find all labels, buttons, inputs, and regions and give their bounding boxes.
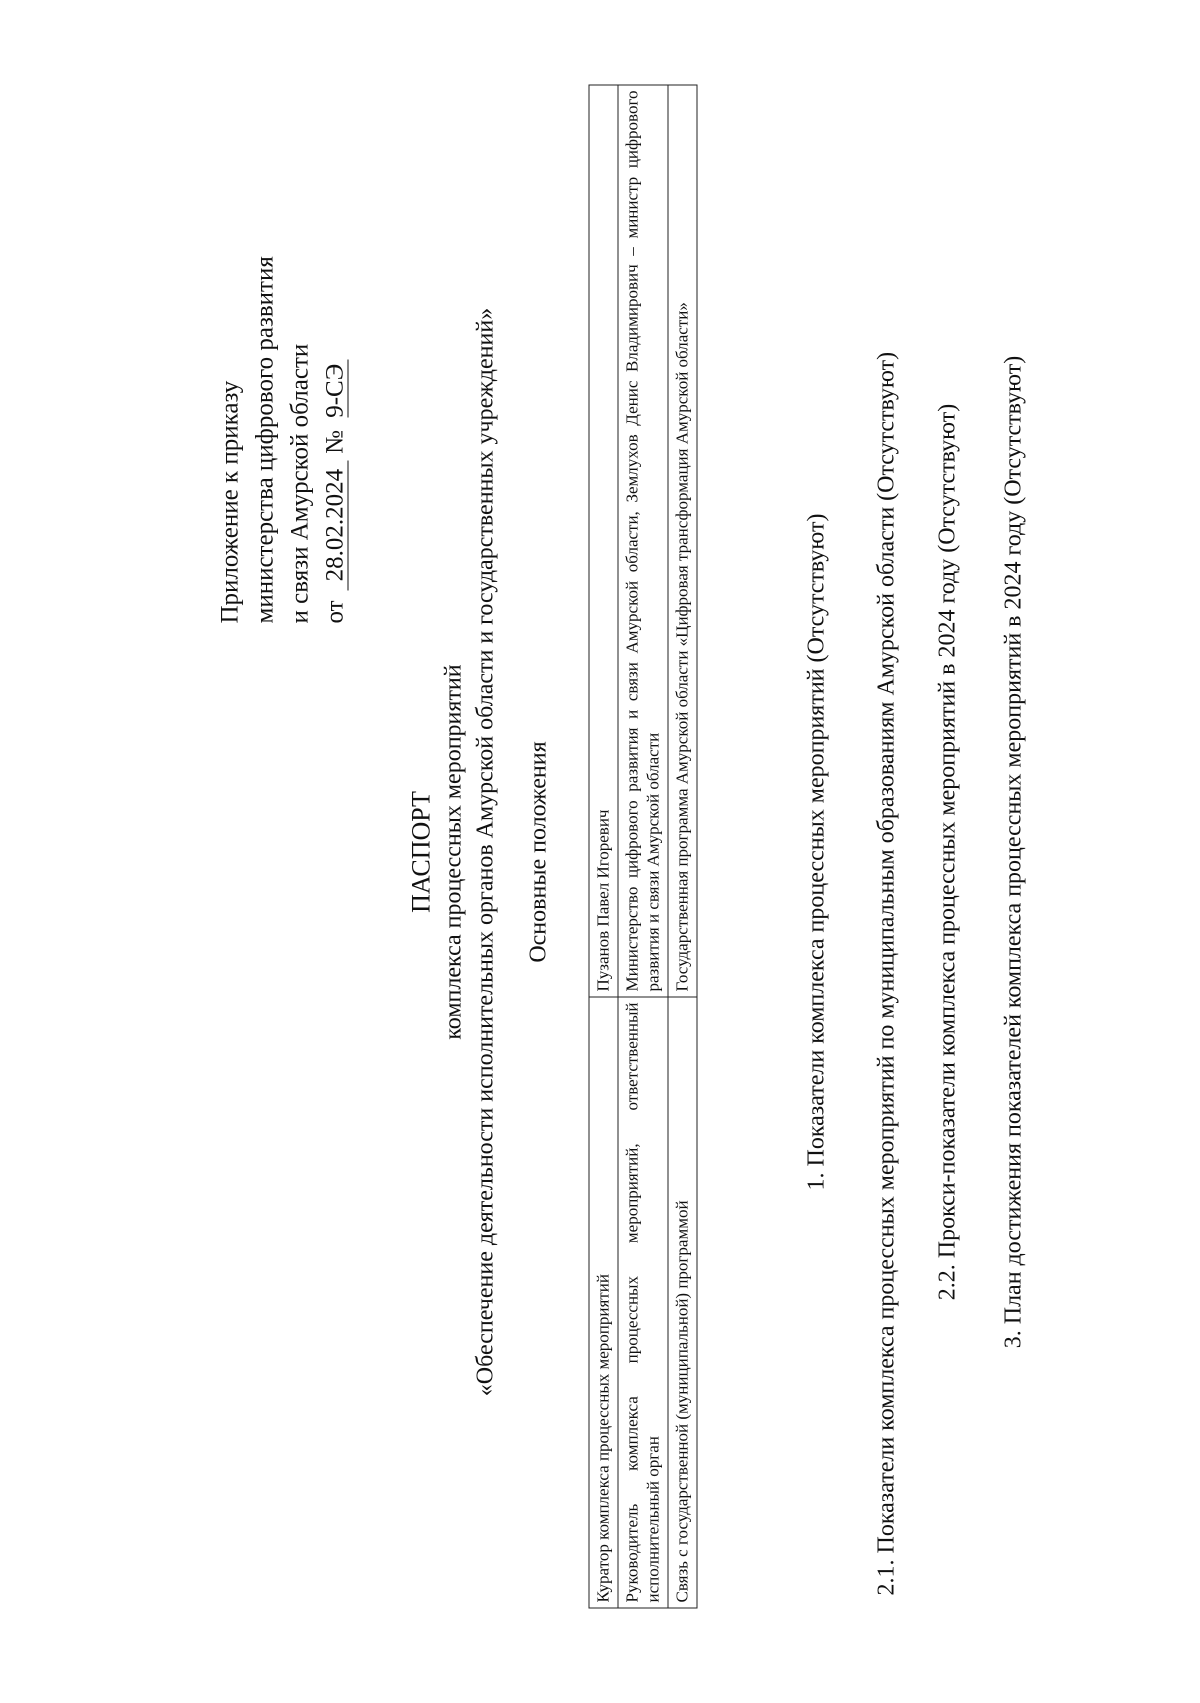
section-subtitle: Основные положения bbox=[525, 740, 551, 963]
section-2-2-heading: 2.2. Прокси-показатели комплекса процессных мероприятий в 2024 году (Отсутствуют) bbox=[934, 403, 960, 1300]
table-row bbox=[589, 85, 618, 1608]
number-label: № bbox=[321, 429, 348, 454]
section-1-heading: 1. Показатели комплекса процессных мероприятий (Отсутствуют) bbox=[803, 513, 829, 1190]
order-number: 9-СЭ bbox=[323, 359, 348, 417]
appendix-block bbox=[212, 256, 352, 623]
table-cell-label: Связь с государственной (муниципальной) программой bbox=[668, 997, 697, 1608]
appendix-line-3: и связи Амурской области bbox=[286, 343, 313, 623]
title-line-3: «Обеспечение деятельности исполнительных органов Амурской области и государственных учреждений» bbox=[472, 307, 498, 1396]
table-cell-label: Куратор комплекса процессных мероприятий bbox=[589, 997, 618, 1608]
from-label: от bbox=[321, 599, 348, 623]
title-heading: ПАСПОРТ bbox=[406, 790, 435, 913]
order-date: 28.02.2024 bbox=[323, 460, 348, 590]
section-3-heading: 3. План достижения показателей комплекса процессных мероприятий в 2024 году (Отсутствуют) bbox=[1000, 355, 1026, 1348]
title-line-2: комплекса процессных мероприятий bbox=[440, 663, 466, 1040]
table-cell-label: Руководитель комплекса процессных мероприятий, ответственный исполнительный орган bbox=[618, 997, 668, 1608]
table-row bbox=[618, 85, 668, 1608]
table-cell-value: Министерство цифрового развития и связи Амурской области, Землухов Денис Владимирович – министр цифрового развития и связи Амурской области bbox=[618, 85, 668, 997]
document-title bbox=[405, 0, 501, 1703]
appendix-line-2: министерства цифрового развития bbox=[251, 255, 278, 623]
appendix-line-1: Приложение к приказу bbox=[216, 380, 243, 623]
appendix-date-line bbox=[317, 256, 352, 623]
table-cell-value: Пузанов Павел Игоревич bbox=[589, 85, 618, 997]
section-2-1-heading: 2.1. Показатели комплекса процессных мероприятий по муниципальным образованиям Амурской области (Отсутствуют) bbox=[873, 351, 899, 1595]
table-row bbox=[668, 85, 697, 1608]
main-provisions-table bbox=[588, 84, 697, 1608]
table-cell-value: Государственная программа Амурской области «Цифровая трансформация Амурской области» bbox=[668, 85, 697, 997]
